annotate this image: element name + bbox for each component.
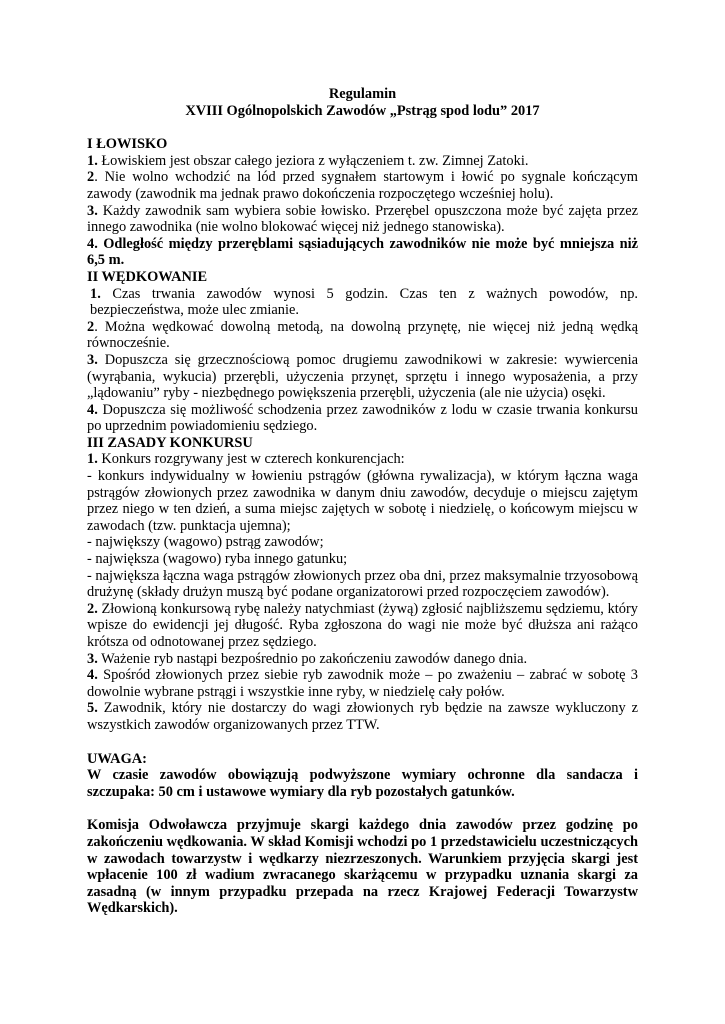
rule-paragraph xyxy=(87,153,638,170)
rule-number: 3. xyxy=(87,202,98,219)
rule-text: Dopuszcza się grzecznościową pomoc drugiemu zawodnikowi w zakresie: wywiercenia (wyrąbania, wykucia) przerębli, użyczenia przynęt, sprzętu i innego wyposażenia, a przy „lądowaniu” ryby - niezbędnego powiększenia przerębli, użyczenia (ale nie użycia) osęki. xyxy=(87,351,638,402)
rule-paragraph xyxy=(87,651,638,668)
rule-text: Dopuszcza się możliwość schodzenia przez zawodników z lodu w czasie trwania konkursu po uprzednim powiadomieniu sędziego. xyxy=(87,401,638,435)
document-title-line1: Regulamin xyxy=(328,86,397,102)
rule-list-item: - największy (wagowo) pstrąg zawodów; xyxy=(87,534,324,551)
rule-text: Łowiskiem jest obszar całego jeziora z wyłączeniem t. zw. Zimnej Zatoki. xyxy=(97,152,529,169)
section-heading-lowisko: I ŁOWISKO xyxy=(87,136,168,153)
rule-number: 3. xyxy=(87,351,98,368)
note-text: W czasie zawodów obowiązują podwyższone wymiary ochronne dla sandacza i szczupaka: 50 cm i ustawowe wymiary dla ryb pozostałych gatunków. xyxy=(87,767,638,800)
rule-paragraph xyxy=(87,352,638,402)
rule-list-item: - największa łączna waga pstrągów złowionych przez oba dni, przez maksymalnie trzyosobową drużynę (składy drużyn muszą być podane organizatorowi przed rozpoczęciem zawodów). xyxy=(87,567,638,601)
rule-paragraph xyxy=(87,700,638,733)
rule-text: Zawodnik, który nie dostarczy do wagi złowionych ryb będzie na zawsze wykluczony z wszystkich zawodów organizowanych przez TTW. xyxy=(87,700,638,733)
rule-paragraph xyxy=(87,169,638,202)
rule-paragraph xyxy=(87,286,638,319)
rule-number: 5. xyxy=(87,700,98,717)
rule-paragraph xyxy=(87,402,638,435)
rule-list-item: - konkurs indywidualny w łowieniu pstrągów (główna rywalizacja), w którym łączna waga pstrągów złowionych przez zawodnika w danym dniu zawodów, decyduje o miejscu zajętym przez niego w ten dzień, a suma miejsc zajętych w sobotę i niedzielę, o końcowym miejscu w zawodach (tzw. punktacja ujemna); xyxy=(87,468,638,534)
rule-number: 4. xyxy=(87,401,98,418)
rule-number: 4. xyxy=(87,667,98,684)
rule-text: Złowioną konkursową rybę należy natychmiast (żywą) zgłosić najbliższemu sędziemu, który wpisze do ewidencji jej długość. Ryba zgłoszona do wagi nie może być dłuższa ani rażąco krótsza od odnotowanej przez sędziego. xyxy=(87,600,638,650)
rule-text: Spośród złowionych przez siebie ryb zawodnik może – po zważeniu – zabrać w sobotę 3 dowolnie wybrane pstrągi i wszystkie inne ryby, w niedzielę cały połów. xyxy=(87,667,638,700)
document-title-line2: XVIII Ogólnopolskich Zawodów „Pstrąg spod lodu” 2017 xyxy=(185,102,540,119)
rule-number: 2 xyxy=(87,318,95,335)
rule-paragraph xyxy=(87,203,638,236)
rule-text: Każdy zawodnik sam wybiera sobie łowisko. Przerębel opuszczona może być zajęta przez innego zawodnika (nie wolno blokować więcej niż jednego stanowiska). xyxy=(87,202,638,236)
note-heading: UWAGA: xyxy=(87,750,147,767)
rule-number: 1. xyxy=(87,152,98,169)
document-page xyxy=(87,86,638,917)
rule-paragraph xyxy=(87,667,638,700)
rule-paragraph-bold: 4. Odległość między przeręblami sąsiadujących zawodników nie może być mniejsza niż 6,5 m. xyxy=(87,235,638,269)
rule-text: Konkurs rozgrywany jest w czterech konkurencjach: xyxy=(97,451,405,468)
section-heading-wedkowanie: II WĘDKOWANIE xyxy=(87,268,208,285)
rule-text: Czas trwania zawodów wynosi 5 godzin. Czas ten z ważnych powodów, np. bezpieczeństwa, może ulec zmianie. xyxy=(90,285,638,319)
rule-text: . Nie wolno wchodzić na lód przed sygnałem startowym i łowić po sygnale kończącym zawody (zawodnik ma jednak prawo dokończenia rozpoczętego wcześniej holu). xyxy=(87,169,638,202)
rule-paragraph xyxy=(87,601,638,651)
rule-number: 1. xyxy=(87,451,98,468)
rule-number: 3. xyxy=(87,650,98,667)
rule-text: . Można wędkować dowolną metodą, na dowolną przynętę, nie więcej niż jedną wędką równocześnie. xyxy=(87,318,638,352)
rule-paragraph xyxy=(87,319,638,352)
section-heading-zasady-konkursu: III ZASADY KONKURSU xyxy=(87,434,253,451)
rule-list-item: - największa (wagowo) ryba innego gatunku; xyxy=(87,551,348,568)
rule-number: 1. xyxy=(90,285,101,302)
commission-text: Komisja Odwoławcza przyjmuje skargi każdego dnia zawodów przez godzinę po zakończeniu wędkowania. W skład Komisji wchodzi po 1 przedstawicielu uczestniczących w zawodach towarzystw i wędkarzy niezrzeszonych. Warunkiem przyjęcia skargi jest wpłacenie 100 zł wadium zwracanego skarżącemu w przypadku uznania skargi za zasadną (w innym przypadku przepada na rzecz Krajowej Federacji Towarzystw Wędkarskich). xyxy=(87,817,638,917)
rule-text: Ważenie ryb nastąpi bezpośrednio po zakończeniu zawodów danego dnia. xyxy=(97,650,528,667)
rule-number: 2. xyxy=(87,600,98,617)
rule-number: 2 xyxy=(87,169,95,186)
rule-paragraph xyxy=(87,451,638,468)
